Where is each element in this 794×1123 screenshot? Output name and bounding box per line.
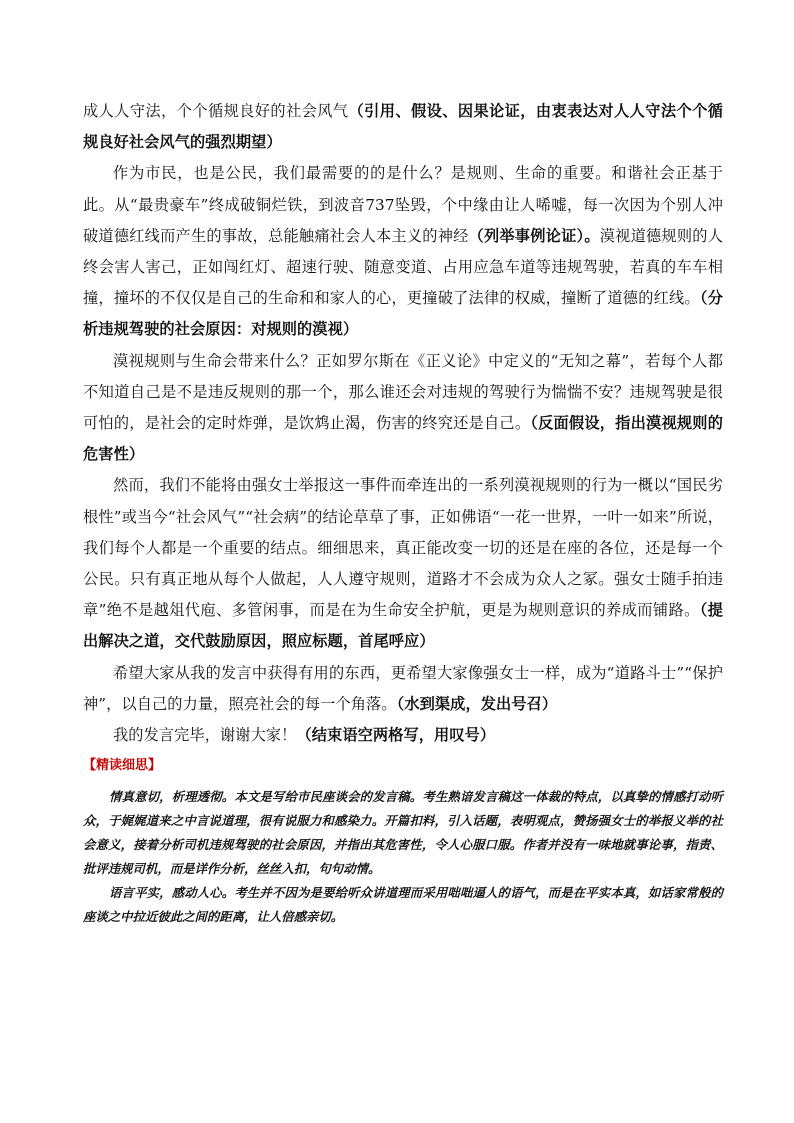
paragraph-4 — [83, 470, 723, 657]
paragraph-text: 我的发言完毕，谢谢大家！ — [113, 726, 297, 745]
annotation-note: （水到渠成，发出号召） — [396, 694, 558, 713]
paragraph-text: 然而，我们不能将由强女士举报这一事件而牵连出的一系列漠视规则的行为一概以“国民劣根性”或当今“社会风气”“社会病”的结论草草了事，正如佛语“一花一世界，一叶一如来”所说，我们每个人都是一个重要的结点。细细思来，真正能改变一切的还是在座的各位，还是每一个公民。只有真正地从每个人做起，人人遵守规则，道路才不会成为众人之冢。强女士随手拍违章”绝不是越俎代庖、多管闲事，而是在为生命安全护航，更是为规则意识的养成而铺路。 — [83, 476, 723, 620]
paragraph-6 — [83, 720, 723, 751]
annotation-note: （引用、假设、因果论证，由衷表达对人人守法个个循规良好社会风气的强烈期望） — [83, 102, 723, 152]
annotation-note: （结束语空两格写，用叹号） — [296, 726, 496, 745]
paragraph-text: 希望大家从我的发言中获得有用的东西，更希望大家像强女士一样，成为“道路斗士”“保护神”，以自己的力量，照亮社会的每一个角落。 — [83, 663, 723, 713]
paragraph-2 — [83, 158, 723, 345]
commentary-paragraph: 情真意切，析理透彻。本文是写给市民座谈会的发言稿。考生熟谙发言稿这一体裁的特点，以真挚的情感打动听众，于娓娓道来之中言说道理，很有说服力和感染力。开篇扣料，引入话题，表明观点，赞扬强女士的举报义举的社会意义，接着分析司机违规驾驶的社会原因，并指出其危害性，令人心服口服。作者并没有一味地就事论事，指责、批评违规司机，而是详作分析，丝丝入扣，句句动情。 — [83, 789, 723, 877]
annotation-note: （反面假设，指出漠视规则的危害性） — [83, 414, 724, 464]
commentary-paragraph: 语言平实，感动人心。考生并不因为是要给听众讲道理而采用咄咄逼人的语气，而是在平实本真，如话家常般的座谈之中拉近彼此之间的距离，让人倍感亲切。 — [83, 885, 723, 925]
commentary-block — [83, 785, 723, 929]
paragraph-5 — [83, 658, 723, 720]
paragraph-text-continued: 漠视道德规则的人终会害人害己，正如闯红灯、超速行驶、随意变道、占用应急车道等违规驾驶，若真的车车相撞，撞坏的不仅仅是自己的生命和和家人的心，更撞破了法律的权威，撞断了道德的红线。 — [83, 226, 723, 308]
annotation-note: （列举事例论证）。 — [468, 226, 600, 245]
paragraph-1 — [83, 96, 723, 158]
section-heading: 【精读细思】 — [83, 758, 162, 774]
document-page — [83, 96, 723, 929]
paragraph-3 — [83, 346, 723, 471]
paragraph-text: 作为市民，也是公民，我们最需要的的是什么？是规则、生命的重要。和谐社会正基于此。从“最贵豪车”终成破铜烂铁，到波音737坠毁，个中缘由让人唏嘘，每一次因为个别人冲破道德红线而产生的事故，总能触痛社会人本主义的神经 — [83, 164, 723, 245]
paragraph-text: 成人人守法，个个循规良好的社会风气 — [83, 102, 349, 120]
annotation-note: （分析违规驾驶的社会原因：对规则的漠视） — [83, 289, 724, 339]
annotation-note: （提出解决之道，交代鼓励原因，照应标题，首尾呼应） — [83, 601, 723, 651]
paragraph-text: 漠视规则与生命会带来什么？正如罗尔斯在《正义论》中定义的“无知之幕”，若每个人都不知道自己是不是违反规则的那一个，那么谁还会对违规的驾驶行为惴惴不安？违规驾驶是很可怕的，是社会的定时炸弹，是饮鸩止渴，伤害的终究还是自己。 — [83, 351, 723, 433]
